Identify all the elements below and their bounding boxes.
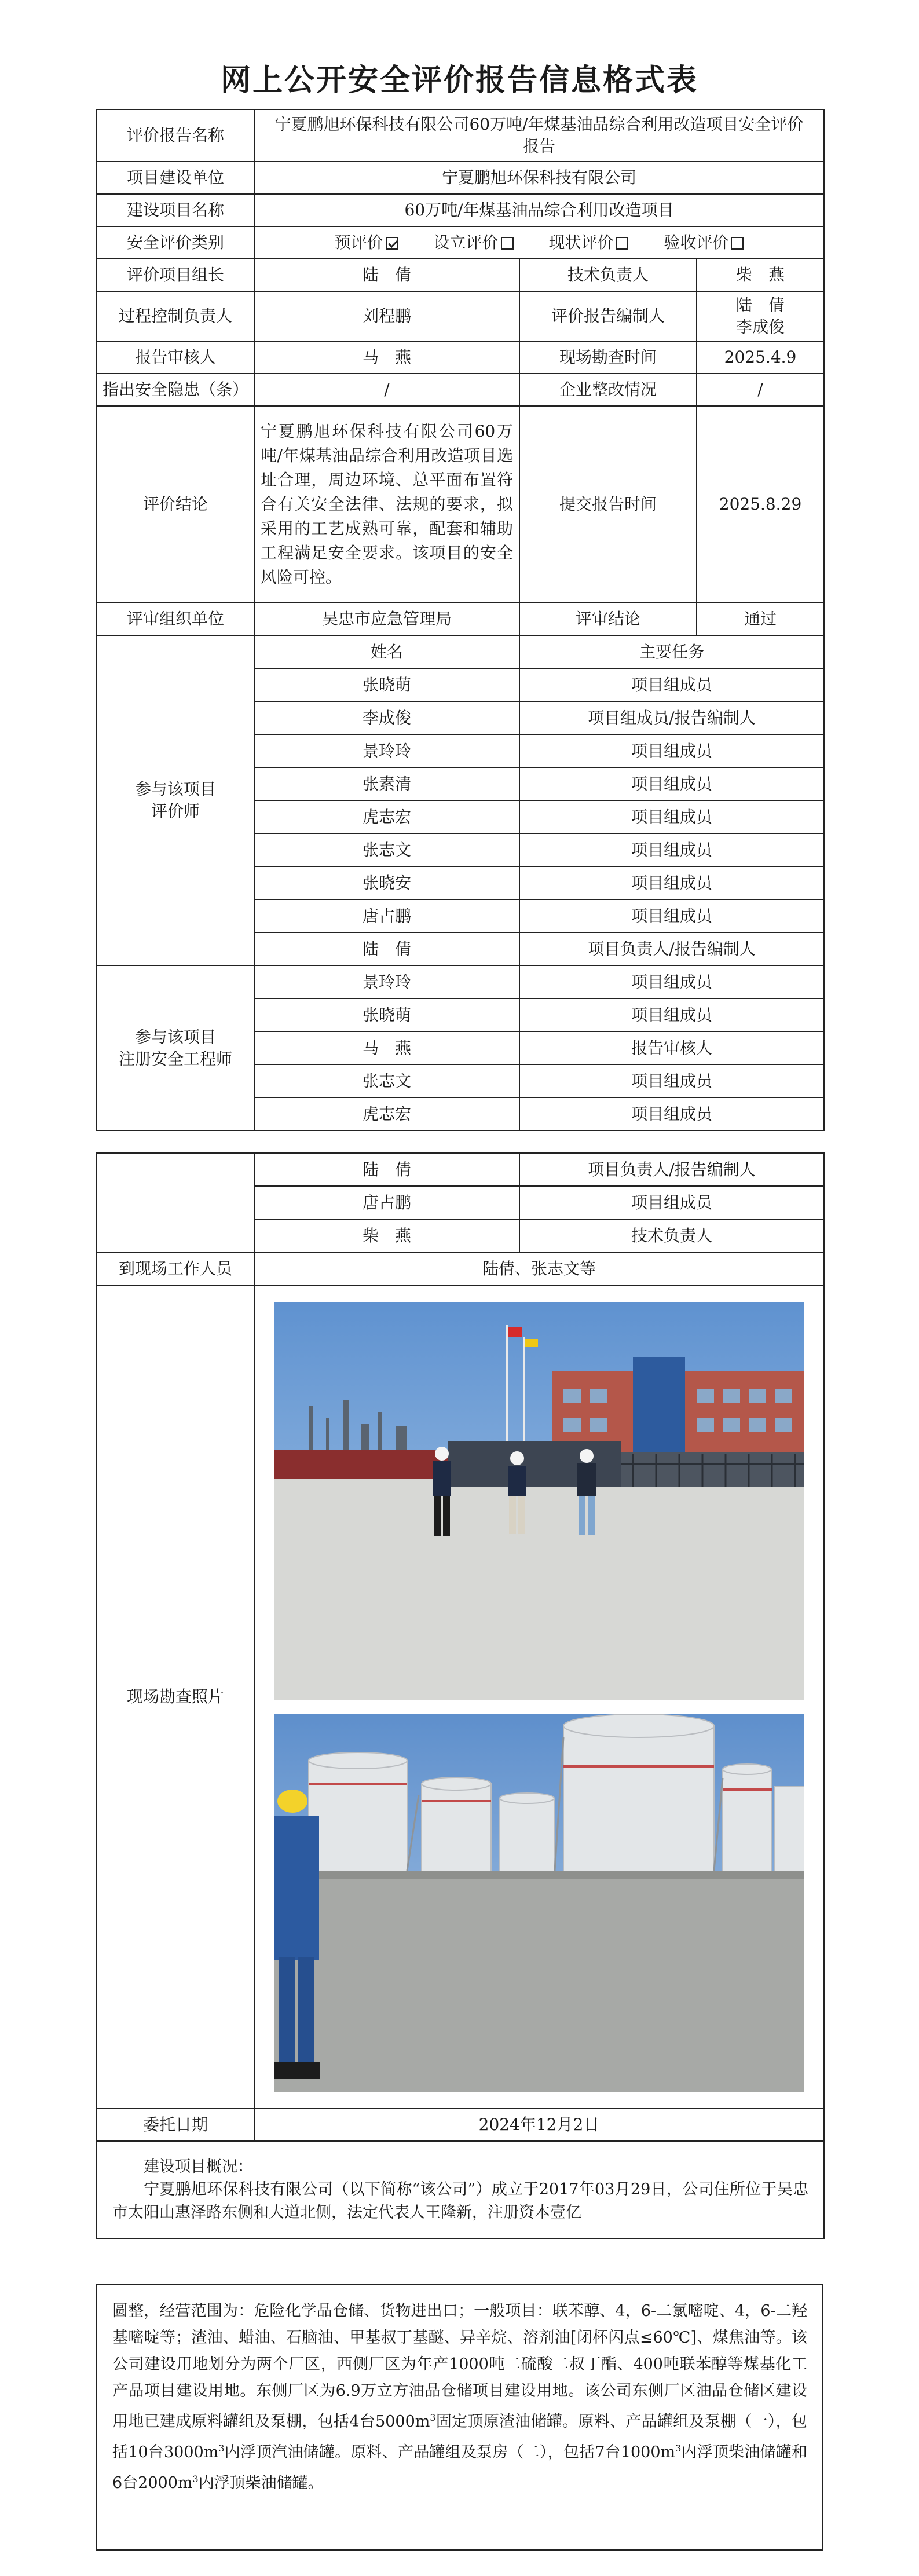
hazard-label: 指出安全隐患（条） (97, 374, 254, 406)
process-value: 刘程鹏 (254, 291, 519, 341)
review-result-value: 通过 (697, 603, 824, 635)
category-setup: 设立评价 (434, 232, 514, 254)
report-name-label: 评价报告名称 (97, 109, 254, 162)
site-staff-label: 到现场工作人员 (97, 1252, 254, 1285)
checkbox-empty-icon (616, 237, 628, 250)
table-row: 虎志宏 项目组成员 (97, 800, 824, 833)
table-row: 张晓萌 项目组成员 (97, 668, 824, 701)
unit-value: 宁夏鹏旭环保科技有限公司 (254, 162, 824, 194)
table-cell: 景玲玲 (254, 965, 519, 998)
table-row: 景玲玲 项目组成员 (97, 734, 824, 767)
table-cell: 陆 倩 (254, 1153, 519, 1186)
report-name: 宁夏鹏旭环保科技有限公司60万吨/年煤基油品综合利用改造项目安全评价报告 (254, 109, 824, 162)
table-row: 张素清 项目组成员 (97, 767, 824, 800)
checkbox-checked-icon (386, 237, 398, 250)
category-accept: 验收评价 (664, 232, 744, 254)
site-photo-gate (274, 1302, 804, 1700)
unit-label: 项目建设单位 (97, 162, 254, 194)
table-row: 张晓安 项目组成员 (97, 866, 824, 899)
category-pre: 预评价 (335, 232, 398, 254)
overview-continued: 圆整，经营范围为：危险化学品仓储、货物进出口；一般项目：联苯醇、4，6-二氯嘧啶、4，6-二羟基嘧啶等；渣油、蜡油、石脑油、甲基叔丁基醚、异辛烷、溶剂油[闭杯闪点≤60℃]、煤焦油等。该公司建设用地划分为两个厂区，西侧厂区为年产1000吨二硫酸二叔丁酯、400吨联苯醇等煤基化工产品项目建设用地。东侧厂区为6.9万立方油品仓储项目建设用地。该公司东侧厂区油品仓储区建设用地已建成原料罐组及泵棚，包括4台$5000m^3$固定顶原渣油储罐。原料、产品罐组及泵棚（一），包括10台$3000m^3$内浮顶汽油储罐。原料、产品罐组及泵房（二），包括7台$1000m^3$内浮顶柴油储罐和6台$2000m^3$内浮顶柴油储罐。 (96, 2284, 823, 2551)
rectify-label: 企业整改情况 (519, 374, 697, 406)
table-cell: 项目负责人/报告编制人 (519, 1153, 824, 1186)
submit-value: 2025.8.29 (697, 406, 824, 603)
table-row: 虎志宏 项目组成员 (97, 1097, 824, 1130)
review-org-value: 吴忠市应急管理局 (254, 603, 519, 635)
reviewer-label: 报告审核人 (97, 341, 254, 374)
table-row: 唐占鹏 项目组成员 (97, 1186, 824, 1219)
submit-label: 提交报告时间 (519, 406, 697, 603)
photo-cell (254, 1285, 824, 2109)
site-photo-tanks (274, 1714, 804, 2092)
table-row: 陆 倩 项目负责人/报告编制人 (97, 932, 824, 965)
table-cell: 项目组成员 (519, 965, 824, 998)
conclusion-label: 评价结论 (97, 406, 254, 603)
survey-time-value: 2025.4.9 (697, 341, 824, 374)
table-row: 李成俊 项目组成员/报告编制人 (97, 701, 824, 734)
table-row: 张晓萌 项目组成员 (97, 998, 824, 1031)
engineers-label: 参与该项目 注册安全工程师 (97, 965, 254, 1130)
info-table-continued (96, 1152, 825, 2239)
rectify-value: / (697, 374, 824, 406)
leader-value: 陆 倩 (254, 259, 519, 291)
checkbox-empty-icon (501, 237, 514, 250)
writer-value: 陆 倩 李成俊 (697, 291, 824, 341)
tech-value: 柴 燕 (697, 259, 824, 291)
review-result-label: 评审结论 (519, 603, 697, 635)
writer-label: 评价报告编制人 (519, 291, 697, 341)
info-table (96, 109, 825, 1131)
survey-time-label: 现场勘查时间 (519, 341, 697, 374)
table-row: 马 燕 报告审核人 (97, 1031, 824, 1064)
col-name-header: 姓名 (254, 635, 519, 668)
engineers-cont-label (97, 1153, 254, 1252)
category-options (254, 226, 824, 259)
checkbox-empty-icon (731, 237, 744, 250)
process-label: 过程控制负责人 (97, 291, 254, 341)
overview-heading: 建设项目概况： (144, 2158, 253, 2176)
table-row: 唐占鹏 项目组成员 (97, 899, 824, 932)
review-org-label: 评审组织单位 (97, 603, 254, 635)
photo-label: 现场勘查照片 (97, 1285, 254, 2109)
col-task-header: 主要任务 (519, 635, 824, 668)
project-label: 建设项目名称 (97, 194, 254, 226)
category-label: 安全评价类别 (97, 226, 254, 259)
conclusion-value: 宁夏鹏旭环保科技有限公司60万吨/年煤基油品综合利用改造项目选址合理，周边环境、总平面布置符合有关安全法律、法规的要求，拟采用的工艺成熟可靠，配套和辅助工程满足安全要求。该项目的安全风险可控。 (254, 406, 519, 603)
page-title: 网上公开安全评价报告信息格式表 (220, 63, 698, 98)
evaluators-label: 参与该项目 评价师 (97, 635, 254, 965)
site-staff-value: 陆倩、张志文等 (254, 1252, 824, 1285)
entrust-value: 2024年12月2日 (254, 2109, 824, 2141)
leader-label: 评价项目组长 (97, 259, 254, 291)
table-row: 张志文 项目组成员 (97, 1064, 824, 1097)
category-status: 现状评价 (548, 232, 628, 254)
entrust-label: 委托日期 (97, 2109, 254, 2141)
project-value: 60万吨/年煤基油品综合利用改造项目 (254, 194, 824, 226)
reviewer-value: 马 燕 (254, 341, 519, 374)
table-row: 柴 燕 技术负责人 (97, 1219, 824, 1252)
hazard-value: / (254, 374, 519, 406)
table-row: 张志文 项目组成员 (97, 833, 824, 866)
overview-para-1: 宁夏鹏旭环保科技有限公司（以下简称“该公司”）成立于2017年03月29日，公司住所位于吴忠市太阳山惠泽路东侧和大道北侧，法定代表人王隆新，注册资本壹亿 (112, 2180, 808, 2222)
tech-label: 技术负责人 (519, 259, 697, 291)
overview-top (97, 2141, 824, 2238)
